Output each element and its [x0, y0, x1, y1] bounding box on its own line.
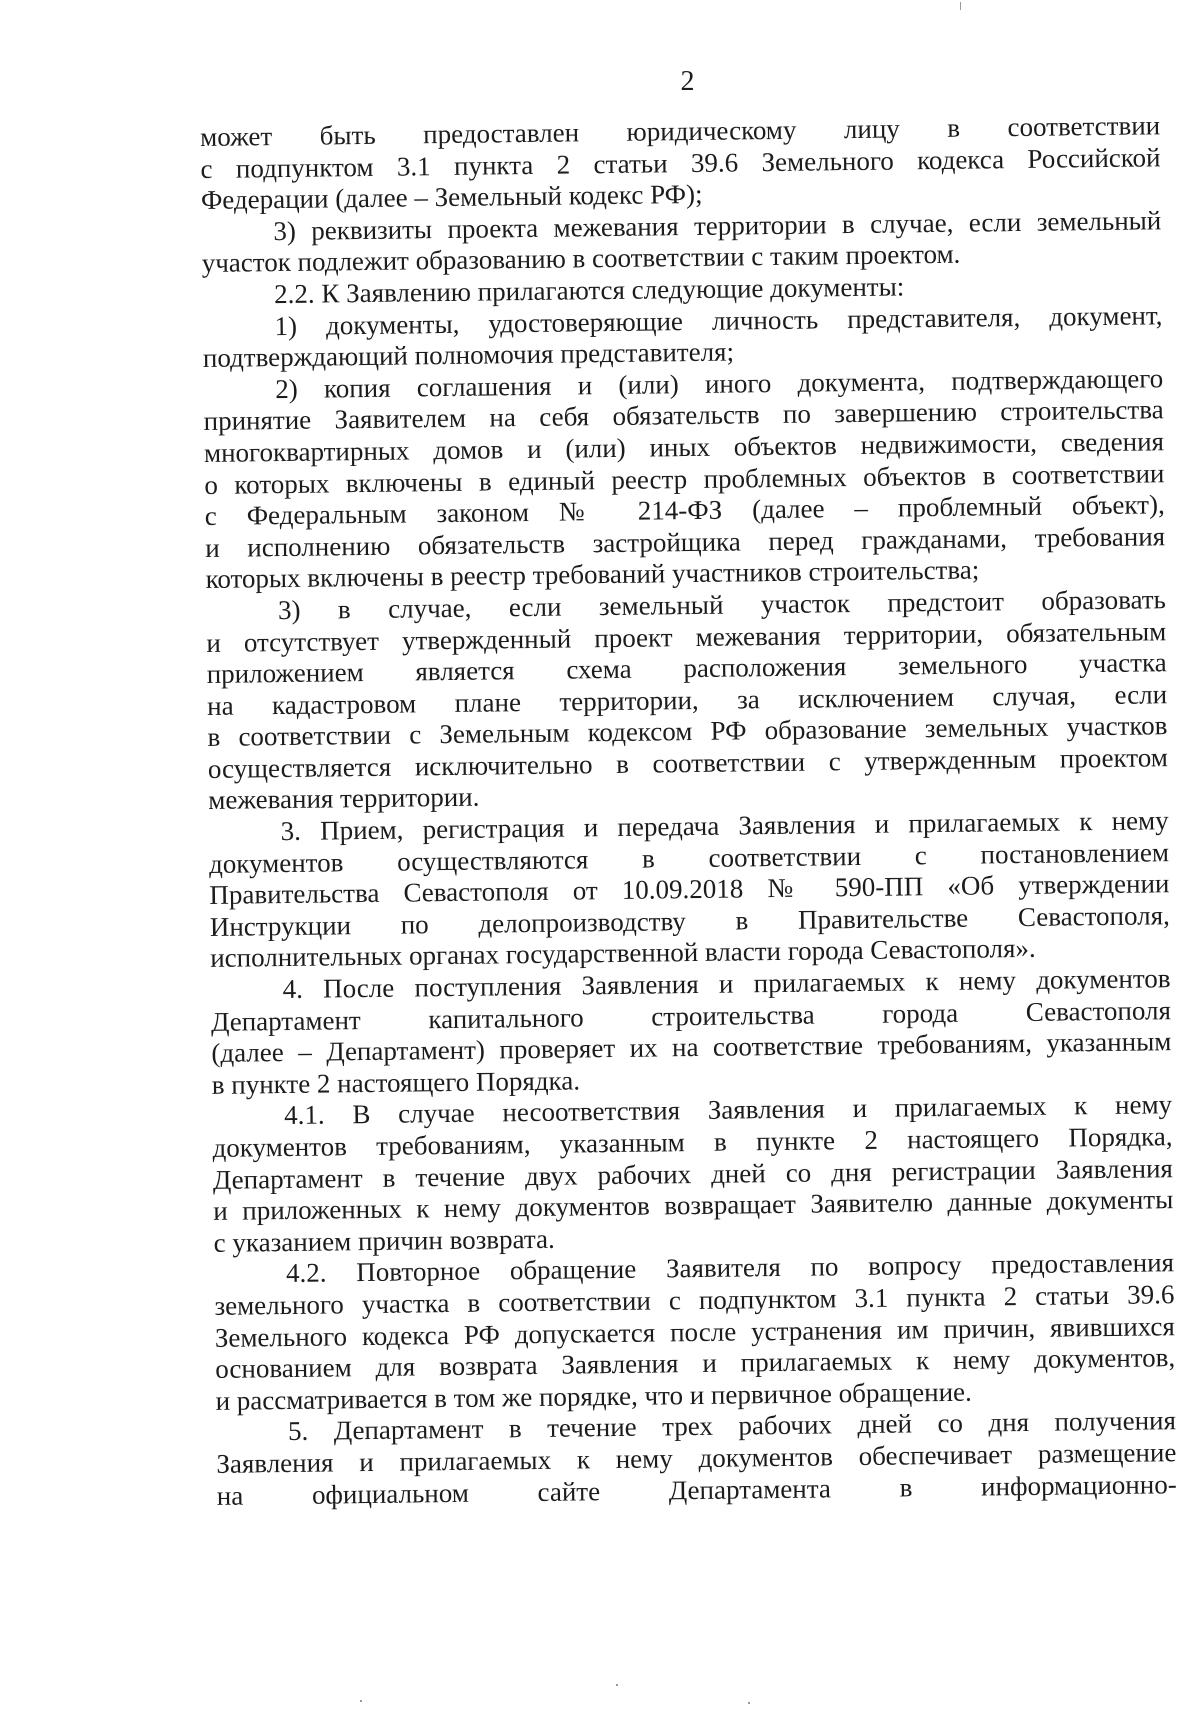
text-line: документов осуществляются в соответствии с постановлением: [208, 836, 1170, 879]
text-line: и приложенных к нему документов возвращает Заявителю данные документы: [213, 1184, 1174, 1227]
text-line: 2.2. К Заявлению прилагаются следующие документы:: [273, 271, 905, 310]
text-line: осуществляется исключительно в соответствии с утвержденным проектом: [207, 742, 1169, 784]
text-line: в соответствии с Земельным кодексом РФ образование земельных участков: [207, 710, 1168, 753]
text-line: и исполнению обязательств застройщика перед гражданами, требования: [205, 520, 1166, 563]
scan-artifact-bottom-right: [748, 1702, 750, 1704]
text-line: Департамент в течение двух рабочих дней со дня регистрации Заявления: [212, 1152, 1174, 1195]
text-line: 2) копия соглашения и (или) иного документа, подтверждающего: [275, 363, 1164, 404]
text-line: исполнительных органах государственной власти города Севастополя».: [210, 933, 1036, 974]
text-line: Земельного кодекса РФ допускается после устранения им причин, явившихся: [214, 1310, 1175, 1353]
text-line: принятие Заявителем на себя обязательств по завершению строительства: [203, 394, 1164, 437]
scan-artifact-bottom-center: [616, 1684, 618, 1686]
text-line: которых включены в реестр требований участников строительства;: [205, 554, 980, 595]
text-line: 1) документы, удостоверяющие личность представителя, документ,: [274, 299, 1163, 341]
text-line: приложением является схема расположения земельного участка: [206, 647, 1167, 690]
text-line: 4. После поступления Заявления и прилагаемых к нему документов: [282, 963, 1171, 1005]
text-line: на официальном сайте Департамента в информационно-: [216, 1468, 1177, 1511]
text-line: земельного участка в соответствии с подпунктом 3.1 пункта 2 статьи 39.6: [214, 1279, 1175, 1321]
text-line: 4.2. Повторное обращение Заявителя по вопросу предоставления: [285, 1247, 1175, 1289]
text-line: может быть предоставлен юридическому лицу в соответствии: [200, 110, 1161, 152]
text-line: о которых включены в единый реестр проблемных объектов в соответствии: [204, 457, 1165, 500]
text-line: участок подлежит образованию в соответствии с таким проектом.: [201, 239, 961, 279]
text-line: в пункте 2 настоящего Порядка.: [211, 1065, 581, 1100]
scan-artifact-bottom-left: [360, 1700, 362, 1702]
text-line: подтверждающий полномочия представителя;: [202, 336, 735, 374]
text-line: с указанием причин возврата.: [213, 1223, 555, 1258]
text-line: 3) реквизиты проекта межевания территории в случае, если земельный: [273, 205, 1162, 246]
text-line: 3) в случае, если земельный участок предстоит образовать: [277, 584, 1167, 625]
text-line: и отсутствует утвержденный проект межевания территории, обязательным: [206, 615, 1167, 658]
page-number: 2: [680, 66, 695, 97]
text-line: с подпунктом 3.1 пункта 2 статьи 39.6 Земельного кодекса Российской: [200, 141, 1161, 184]
scan-artifact-top: [960, 2, 961, 10]
text-line: 5. Департамент в течение трех рабочих дней со дня получения: [287, 1405, 1177, 1447]
text-line: основанием для возврата Заявления и прилагаемых к нему документов,: [215, 1342, 1176, 1385]
text-line: Федерации (далее – Земельный кодекс РФ);: [200, 179, 703, 216]
text-line: Заявления и прилагаемых к нему документов обеспечивает размещение: [216, 1437, 1177, 1479]
text-line: 4.1. В случае несоответствия Заявления и прилагаемых к нему: [283, 1089, 1173, 1131]
text-line: и рассматривается в том же порядке, что и первичное обращение.: [215, 1376, 972, 1416]
text-line: (далее – Департамент) проверяет их на соответствие требованиям, указанным: [211, 1026, 1172, 1069]
text-line: на кадастровом плане территории, за исключением случая, если: [206, 678, 1168, 721]
text-line: с Федеральным законом № 214-ФЗ (далее – проблемный объект),: [204, 489, 1165, 532]
text-line: Департамент капитального строительства города Севастополя: [210, 994, 1172, 1037]
text-line: Правительства Севастополя от 10.09.2018 № 590-ПП «Об утверждении: [209, 868, 1170, 911]
document-body: [200, 110, 1177, 1512]
text-line: многоквартирных домов и (или) иных объектов недвижимости, сведения: [203, 426, 1165, 468]
text-line: 3. Прием, регистрация и передача Заявления и прилагаемых к нему: [280, 805, 1169, 847]
text-line: Инструкции по делопроизводству в Правительстве Севастополя,: [209, 900, 1170, 942]
text-line: документов требованиям, указанным в пункте 2 настоящего Порядка,: [212, 1121, 1173, 1163]
text-line: межевания территории.: [208, 782, 480, 816]
